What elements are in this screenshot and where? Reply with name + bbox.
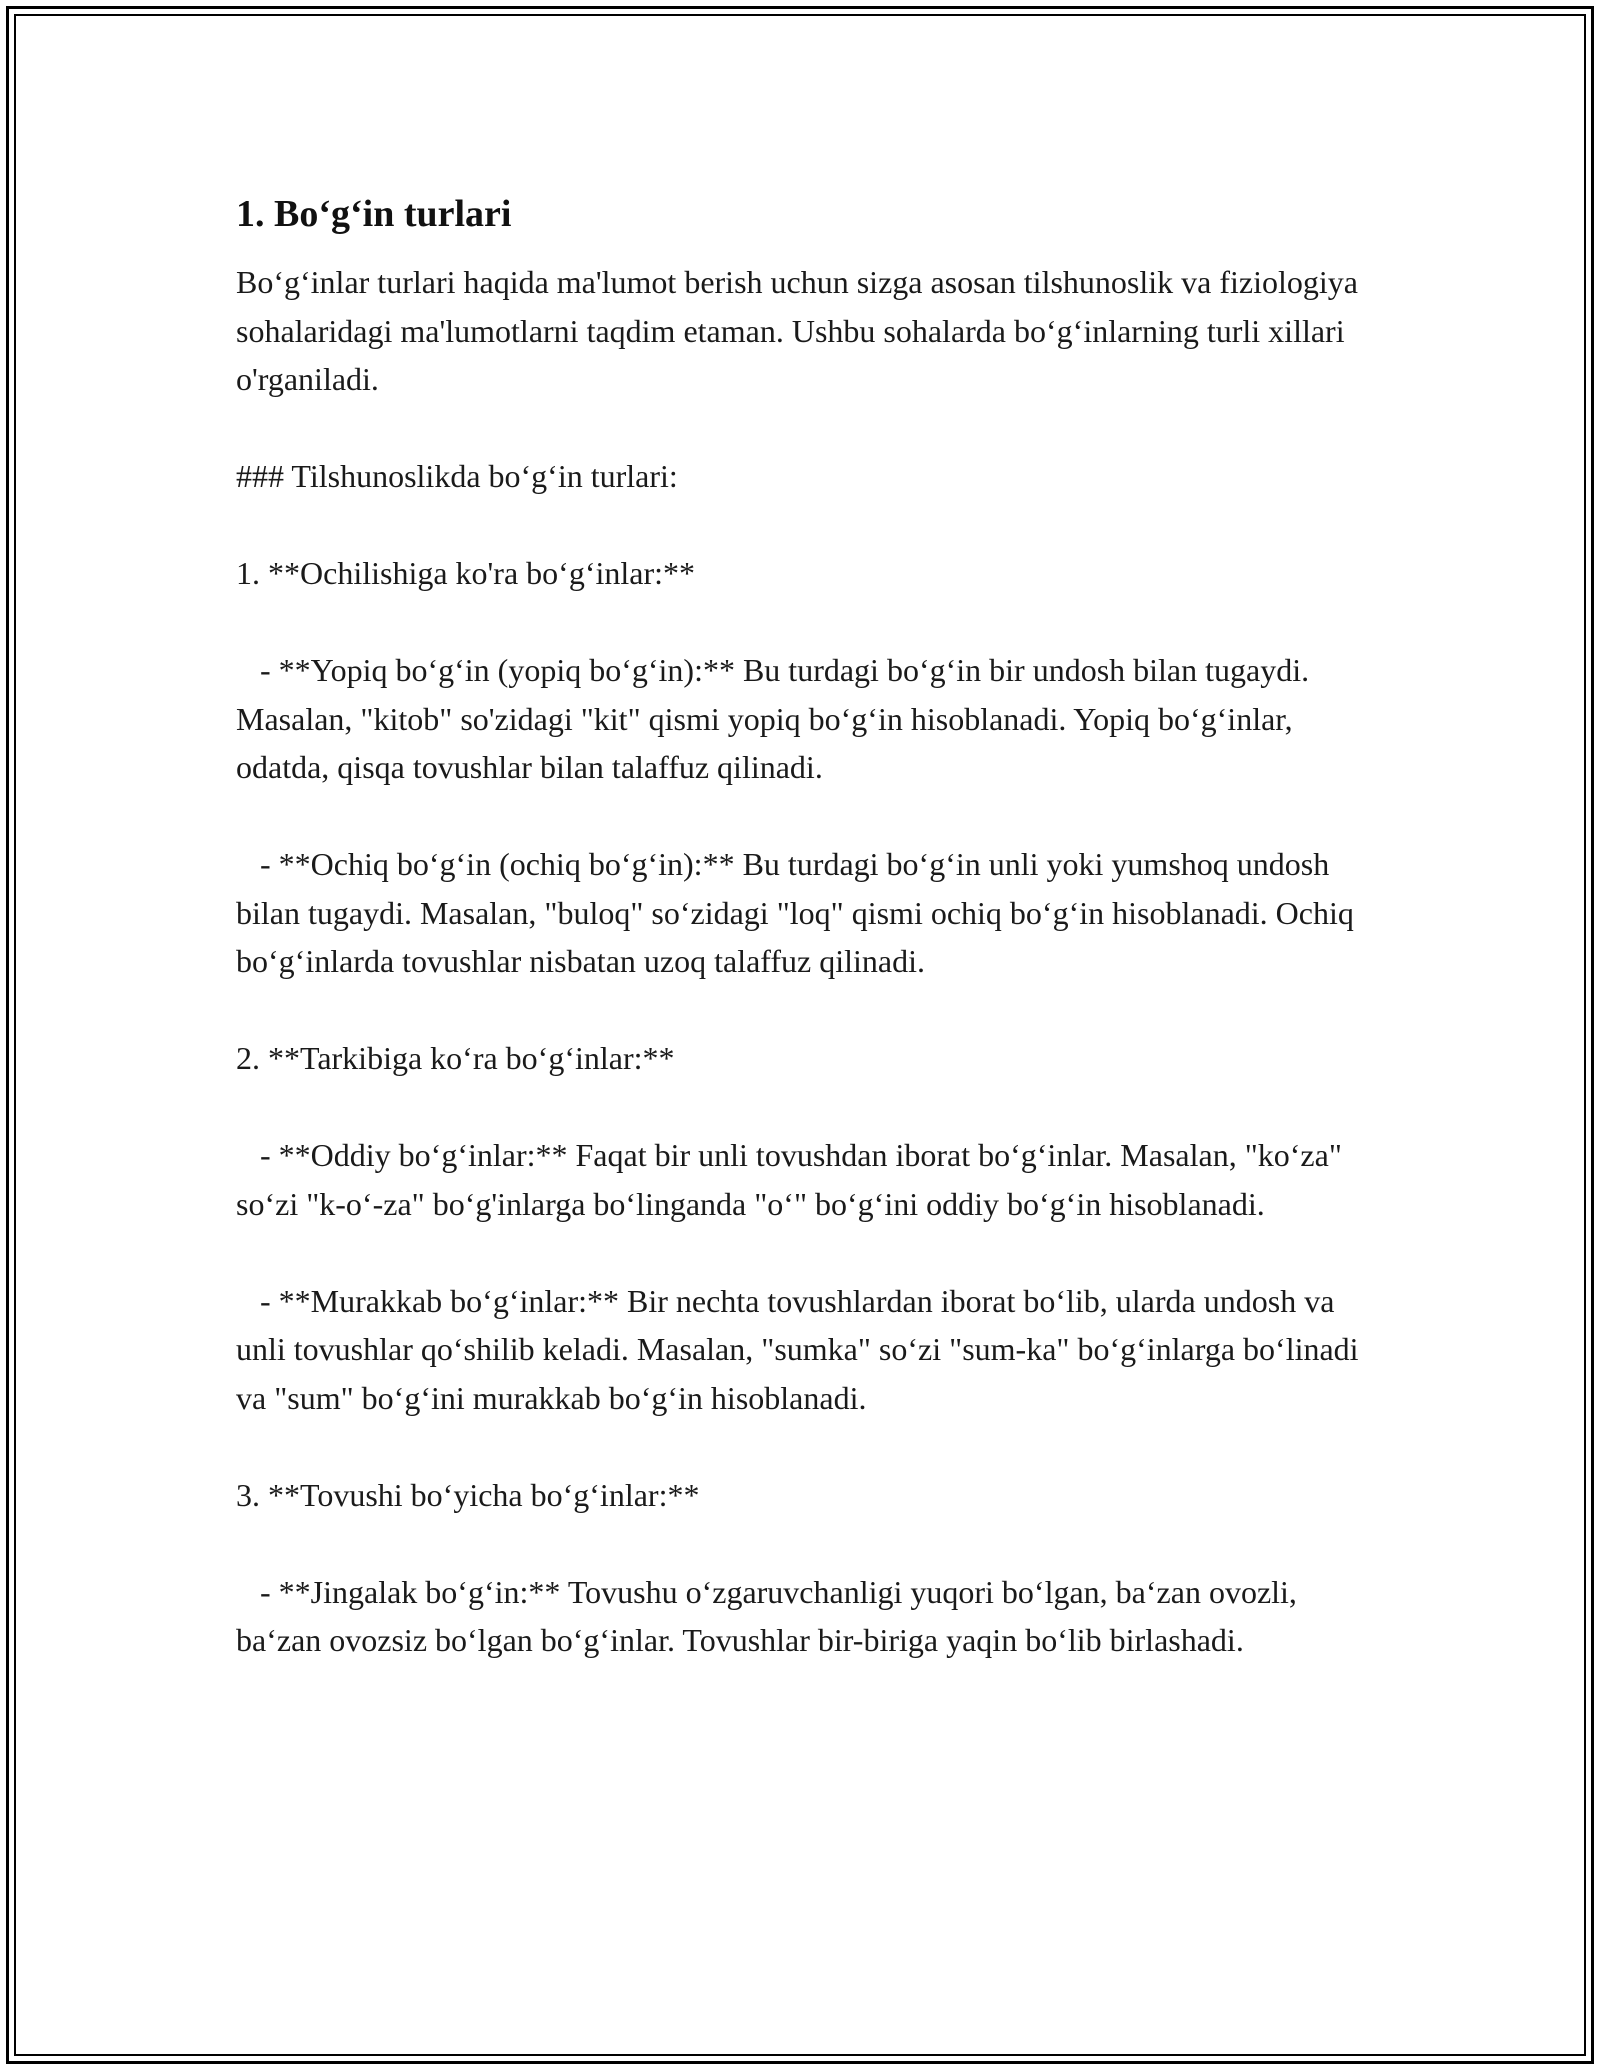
list-item-closed-syllable: - **Yopiq bo‘g‘in (yopiq bo‘g‘in):** Bu turdagi bo‘g‘in bir undosh bilan tugaydi. Masalan, "kitob" so'zidagi "kit" qismi yopiq bo‘g‘in hisoblanadi. Yopiq bo‘g‘inlar, odatda, qisqa tovushlar bilan talaffuz qilinadi. xyxy=(236,652,1318,785)
section-heading: 1. Bo‘g‘in turlari xyxy=(236,193,512,235)
list-item-3-heading: 3. **Tovushi bo‘yicha bo‘g‘inlar:** xyxy=(236,1476,700,1513)
list-item-2-heading: 2. **Tarkibiga ko‘ra bo‘g‘inlar:** xyxy=(236,1040,675,1076)
intro-paragraph: Bo‘g‘inlar turlari haqida ma'lumot berish uchun sizga asosan tilshunoslik va fiziologiya sohalaridagi ma'lumotlarni taqdim etaman. Ushbu sohalarda bo‘g‘inlarning turli xillari o'rganiladi. xyxy=(236,264,1366,397)
list-item-complex-syllable: - **Murakkab bo‘g‘inlar:** Bir nechta tovushlardan iborat bo‘lib, ularda undosh va unli tovushlar qo‘shilib keladi. Masalan, "sumka" so‘zi "sum-ka" bo‘g‘inlarga bo‘linadi va "sum" bo‘g‘ini murakkab bo‘g‘in hisoblanadi. xyxy=(236,1282,1367,1416)
list-item-simple-syllable: - **Oddiy bo‘g‘inlar:** Faqat bir unli tovushdan iborat bo‘g‘inlar. Masalan, "ko‘za" so‘zi "k-o‘-za" bo‘g'inlarga bo‘linganda "o‘" bo‘g‘ini oddiy bo‘g‘in hisoblanadi. xyxy=(236,1137,1350,1222)
list-item-curly-syllable: - **Jingalak bo‘g‘in:** Tovushu o‘zgaruvchanligi yuqori bo‘lgan, ba‘zan ovozli, ba‘zan ovozsiz bo‘lgan bo‘g‘inlar. Tovushlar bir-biriga yaqin bo‘lib birlashadi. xyxy=(236,1573,1305,1658)
list-item-open-syllable: - **Ochiq bo‘g‘in (ochiq bo‘g‘in):** Bu turdagi bo‘g‘in unli yoki yumshoq undosh bilan tugaydi. Masalan, "buloq" so‘zidagi "loq" qismi ochiq bo‘g‘in hisoblanadi. Ochiq bo‘g‘inlarda tovushlar nisbatan uzoq talaffuz qilinadi. xyxy=(236,846,1362,979)
document-body xyxy=(236,180,1376,1713)
subheading-linguistics: ### Tilshunoslikda bo‘g‘in turlari: xyxy=(236,458,678,494)
list-item-1-heading: 1. **Ochilishiga ko'ra bo‘g‘inlar:** xyxy=(236,555,695,591)
